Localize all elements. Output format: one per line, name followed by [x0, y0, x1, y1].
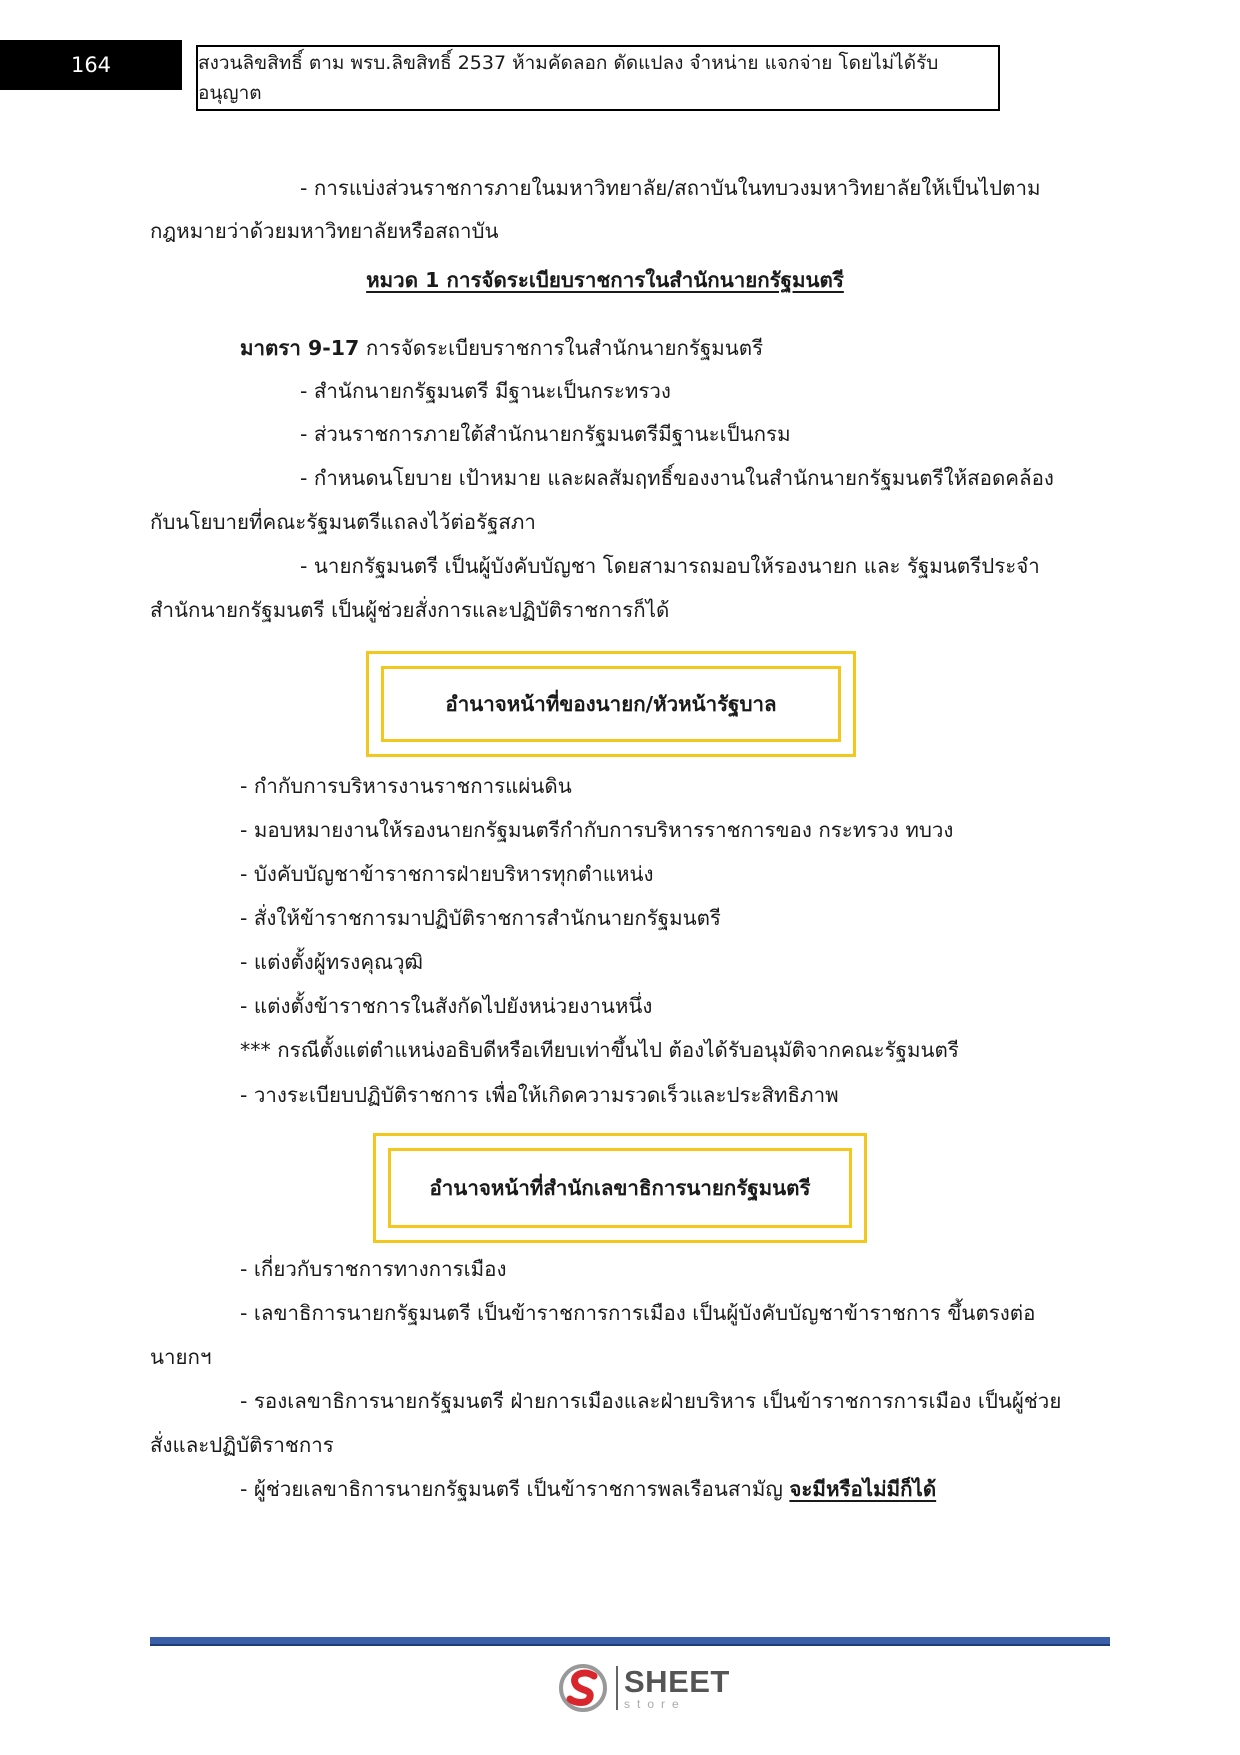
- section-item-1: - สำนักนายกรัฐมนตรี มีฐานะเป็นกระทรวง: [300, 379, 671, 403]
- secretariat-item-2-line-1: - เลขาธิการนายกรัฐมนตรี เป็นข้าราชการการเมือง เป็นผู้บังคับบัญชาข้าราชการ ขึ้นตรงต่อ: [240, 1301, 1036, 1325]
- intro-line-2: กฎหมายว่าด้วยมหาวิทยาลัยหรือสถาบัน: [150, 219, 499, 243]
- list-item: - มอบหมายงานให้รองนายกรัฐมนตรีกำกับการบริหารราชการของ กระทรวง ทบวง: [240, 818, 954, 842]
- secretariat-item-3-line-1: - รองเลขาธิการนายกรัฐมนตรี ฝ่ายการเมืองและฝ่ายบริหาร เป็นข้าราชการการเมือง เป็นผู้ช่วย: [240, 1389, 1062, 1413]
- chapter-title: หมวด 1 การจัดระเบียบราชการในสำนักนายกรัฐมนตรี: [366, 268, 844, 292]
- section-item-3-line-2: กับนโยบายที่คณะรัฐมนตรีแถลงไว้ต่อรัฐสภา: [150, 510, 536, 534]
- section-item-4-line-1: - นายกรัฐมนตรี เป็นผู้บังคับบัญชา โดยสามารถมอบให้รองนายก และ รัฐมนตรีประจำ: [300, 554, 1040, 578]
- logo-text: [624, 1666, 730, 1710]
- pm-duties-box: [366, 651, 856, 757]
- logo-sub-text: store: [624, 1697, 686, 1711]
- logo-divider: [616, 1666, 618, 1710]
- intro-line-1: - การแบ่งส่วนราชการภายในมหาวิทยาลัย/สถาบันในทบวงมหาวิทยาลัยให้เป็นไปตาม: [300, 176, 1041, 200]
- list-item: - สั่งให้ข้าราชการมาปฏิบัติราชการสำนักนายกรัฐมนตรี: [240, 906, 721, 930]
- sheet-store-logo: [558, 1663, 730, 1713]
- secretariat-item-2-line-2: นายกฯ: [150, 1345, 212, 1369]
- pm-duties-box-title: อำนาจหน้าที่ของนายก/หัวหน้ารัฐบาล: [381, 666, 841, 742]
- section-heading-text: การจัดระเบียบราชการในสำนักนายกรัฐมนตรี: [359, 336, 764, 360]
- page-number: 164: [0, 40, 182, 90]
- secretariat-duties-box: [373, 1133, 867, 1243]
- secretariat-item-4: [240, 1473, 936, 1506]
- list-item: - แต่งตั้งข้าราชการในสังกัดไปยังหน่วยงานหนึ่ง: [240, 994, 653, 1018]
- section-heading: [240, 332, 763, 365]
- secretariat-item-4-emphasis: จะมีหรือไม่มีก็ได้: [789, 1477, 937, 1501]
- logo-main-text: SHEET: [624, 1664, 730, 1699]
- copyright-text: สงวนลิขสิทธิ์ ตาม พรบ.ลิขสิทธิ์ 2537 ห้ามคัดลอก ดัดแปลง จำหน่าย แจกจ่าย โดยไม่ได้รับอนุญาต: [198, 52, 939, 104]
- secretariat-item-3-line-2: สั่งและปฏิบัติราชการ: [150, 1433, 334, 1457]
- list-item: - แต่งตั้งผู้ทรงคุณวุฒิ: [240, 950, 424, 974]
- section-item-3-line-1: - กำหนดนโยบาย เป้าหมาย และผลสัมฤทธิ์ของงานในสำนักนายกรัฐมนตรีให้สอดคล้อง: [300, 466, 1054, 490]
- list-item: - กำกับการบริหารงานราชการแผ่นดิน: [240, 774, 572, 798]
- secretariat-item-1: - เกี่ยวกับราชการทางการเมือง: [240, 1257, 507, 1281]
- s-logo-icon: [558, 1663, 608, 1713]
- list-item: - วางระเบียบปฏิบัติราชการ เพื่อให้เกิดความรวดเร็วและประสิทธิภาพ: [240, 1083, 839, 1107]
- list-item: - บังคับบัญชาข้าราชการฝ่ายบริหารทุกตำแหน่ง: [240, 862, 654, 886]
- section-item-4-line-2: สำนักนายกรัฐมนตรี เป็นผู้ช่วยสั่งการและปฏิบัติราชการก็ได้: [150, 598, 670, 622]
- copyright-notice: [196, 45, 1000, 111]
- section-item-2: - ส่วนราชการภายใต้สำนักนายกรัฐมนตรีมีฐานะเป็นกรม: [300, 422, 791, 446]
- secretariat-item-4-text: - ผู้ช่วยเลขาธิการนายกรัฐมนตรี เป็นข้าราชการพลเรือนสามัญ: [240, 1477, 790, 1501]
- secretariat-duties-box-title: อำนาจหน้าที่สำนักเลขาธิการนายกรัฐมนตรี: [388, 1148, 852, 1228]
- list-item-note: *** กรณีตั้งแต่ตำแหน่งอธิบดีหรือเทียบเท่าขึ้นไป ต้องได้รับอนุมัติจากคณะรัฐมนตรี: [240, 1038, 959, 1062]
- section-label: มาตรา 9-17: [240, 336, 360, 360]
- footer-rule: [150, 1637, 1110, 1646]
